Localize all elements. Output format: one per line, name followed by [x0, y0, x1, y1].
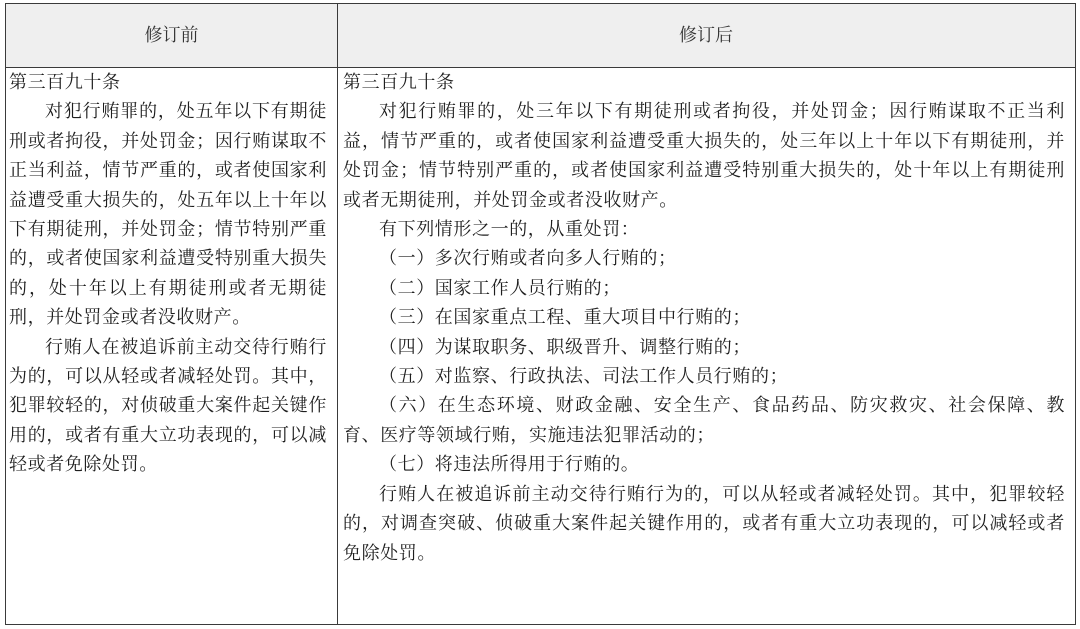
before-column [9, 68, 327, 480]
after-column [343, 68, 1065, 568]
after-item-2: （二）国家工作人员行贿的； [379, 277, 621, 299]
after-paragraph-3: 行贿人在被追诉前主动交待行贿行为的，可以从轻或者减轻处罚。其中，犯罪较轻的，对调查突破、侦破重大案件起关键作用的，或者有重大立功表现的，可以减轻或者免除处罚。 [343, 483, 1065, 564]
header-after: 修订后 [679, 25, 733, 46]
after-paragraph-1: 对犯行贿罪的，处三年以下有期徒刑或者拘役，并处罚金；因行贿谋取不正当利益，情节严重的，或者使国家利益遭受重大损失的，处三年以上十年以下有期徒刑，并处罚金；情节特别严重的，或者使国家利益遭受特别重大损失的，处十年以上有期徒刑或者无期徒刑，并处罚金或者没收财产。 [343, 101, 1065, 211]
after-item-1: （一）多次行贿或者向多人行贿的； [379, 248, 677, 270]
after-item-5: （五）对监察、行政执法、司法工作人员行贿的； [379, 366, 789, 388]
column-divider [337, 4, 338, 624]
after-item-6: （六）在生态环境、财政金融、安全生产、食品药品、防灾救灾、社会保障、教育、医疗等领域行贿，实施违法犯罪活动的； [343, 395, 1065, 446]
after-item-3: （三）在国家重点工程、重大项目中行贿的； [379, 307, 751, 329]
after-paragraph-2: 有下列情形之一的，从重处罚： [379, 219, 640, 241]
after-article-title: 第三百九十条 [343, 72, 455, 93]
header-before: 修订前 [144, 25, 199, 46]
before-article-title: 第三百九十条 [9, 72, 121, 93]
before-paragraph-2: 行贿人在被追诉前主动交待行贿行为的，可以从轻或者减轻处罚。其中，犯罪较轻的，对侦破重大案件起关键作用的，或者有重大立功表现的，可以减轻或者免除处罚。 [9, 336, 327, 476]
after-item-4: （四）为谋取职务、职级晋升、调整行贿的； [379, 336, 751, 358]
after-item-7: （七）将违法所得用于行贿的。 [379, 454, 640, 476]
before-paragraph-1: 对犯行贿罪的，处五年以下有期徒刑或者拘役，并处罚金；因行贿谋取不正当利益，情节严重的，或者使国家利益遭受重大损失的，处五年以上十年以下有期徒刑，并处罚金；情节特别严重的，或者使国家利益遭受特别重大损失的，处十年以上有期徒刑或者无期徒刑，并处罚金或者没收财产。 [9, 101, 327, 329]
table-header-row [6, 4, 1075, 68]
